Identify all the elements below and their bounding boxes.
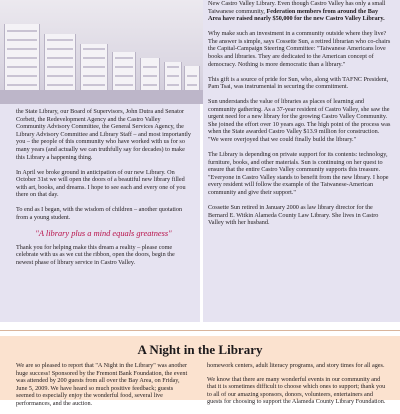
paragraph: homework centers, adult literacy programs, and story times for all ages. — [207, 362, 385, 369]
paragraph: To end as I began, with the wisdom of children – another quotation from a young student. — [16, 206, 183, 221]
paragraph: We know that there are many wonderful events in our community and that it is sometimes difficult to choose which ones to support; thank you to all of our amazing sponsors, donors, volunteers, entertainers and guests for choosing to support the Alameda County Library Foundation. — [207, 375, 386, 406]
pull-quote: "A library plus a mind equals greatness" — [35, 228, 172, 238]
section-gap — [0, 322, 400, 336]
paragraph: Cossette Sun retired in January 2000 as law library director for the Bernard E. Witkin Alameda County Law Library. She lives in Castro Valley with her husband. — [208, 204, 379, 227]
article-column-1 — [16, 362, 192, 414]
paragraph: We are so pleased to report that "A Night in the Library" was another huge success! Sponsored by the Fremont Bank Foundation, the event was attended by 200 guests from all over the Bay Area, on Friday, June 5, 2009. We have heard so much positive feedback; guests seemed to especially enjoy the wonderful food, several live performances, and the auction. — [16, 362, 188, 407]
left-column — [0, 104, 200, 322]
night-in-library-article — [0, 336, 400, 407]
paragraph: New Castro Valley Library. Even though Castro Valley has only a small Taiwanese community, Federation members from around the Bay Area have raised nearly $50,000 for the new Castro Valley Library. — [208, 0, 386, 23]
paragraph: Why make such an investment in a community outside where they live? The answer is simple, says Cossette Sun, a retired librarian who co-chairs the Capital-Campaign Steering Committee: "Taiwanese Americans love books and libraries. They are dedicated to the American concept of democracy. Nothing is more democratic than a library." — [208, 30, 391, 68]
library-stacks-photo — [0, 0, 203, 104]
article-title: A Night in the Library — [137, 342, 263, 357]
paragraph: In April we broke ground in anticipation of our new Library. On October 31st we will open the doors of a beautiful new library filled with art, books, and dreams. I hope to see each and every one of you there on that day. — [16, 168, 186, 199]
right-column — [203, 0, 400, 322]
paragraph: The Library is depending on private support for its contents: technology, furniture, books, and other materials. Sun is continuing on her quest to ensure that the entire Castro Valley community supports this treasure. "Everyone in Castro Valley stands to benefit from the new library. I hope every resident will follow the example of the Taiwanese-American community and give their support." — [208, 151, 389, 197]
paragraph: This gift is a source of pride for Sun, who, along with TAFNC President, Pam Tsai, was instrumental in securing the commitment. — [208, 75, 389, 91]
paragraph: the State Library, our Board of Supervisors, John Dutra and Senator Corbett, the Redevelopment Agency and the Castro Valley Community Advisory Committee, the General Services Agency, the Library Advisory Committee and Library Staff – and most importantly you – the people of this community who have worked with us for so many years (and actually we can truthfully say for decades) to make this Library a happening thing. — [16, 108, 191, 161]
paragraph: Thank you for helping make this dream a reality – please come celebrate with us as we cut the ribbon, open the doors, begin the newest phase of library service in Castro Valley. — [16, 243, 175, 267]
divider — [0, 330, 400, 331]
paragraph: Sun understands the value of libraries as places of learning and community gathering. As a 37-year resident of Castro Valley, she saw the urgent need for a new library for the growing Castro Valley Community. She joined the effort over 10 years ago. The high point of the process was when the State awarded Castro Valley $13.9 million for construction. "We were overjoyed that we could finally build the library." — [208, 98, 391, 144]
article-column-2 — [207, 362, 387, 412]
